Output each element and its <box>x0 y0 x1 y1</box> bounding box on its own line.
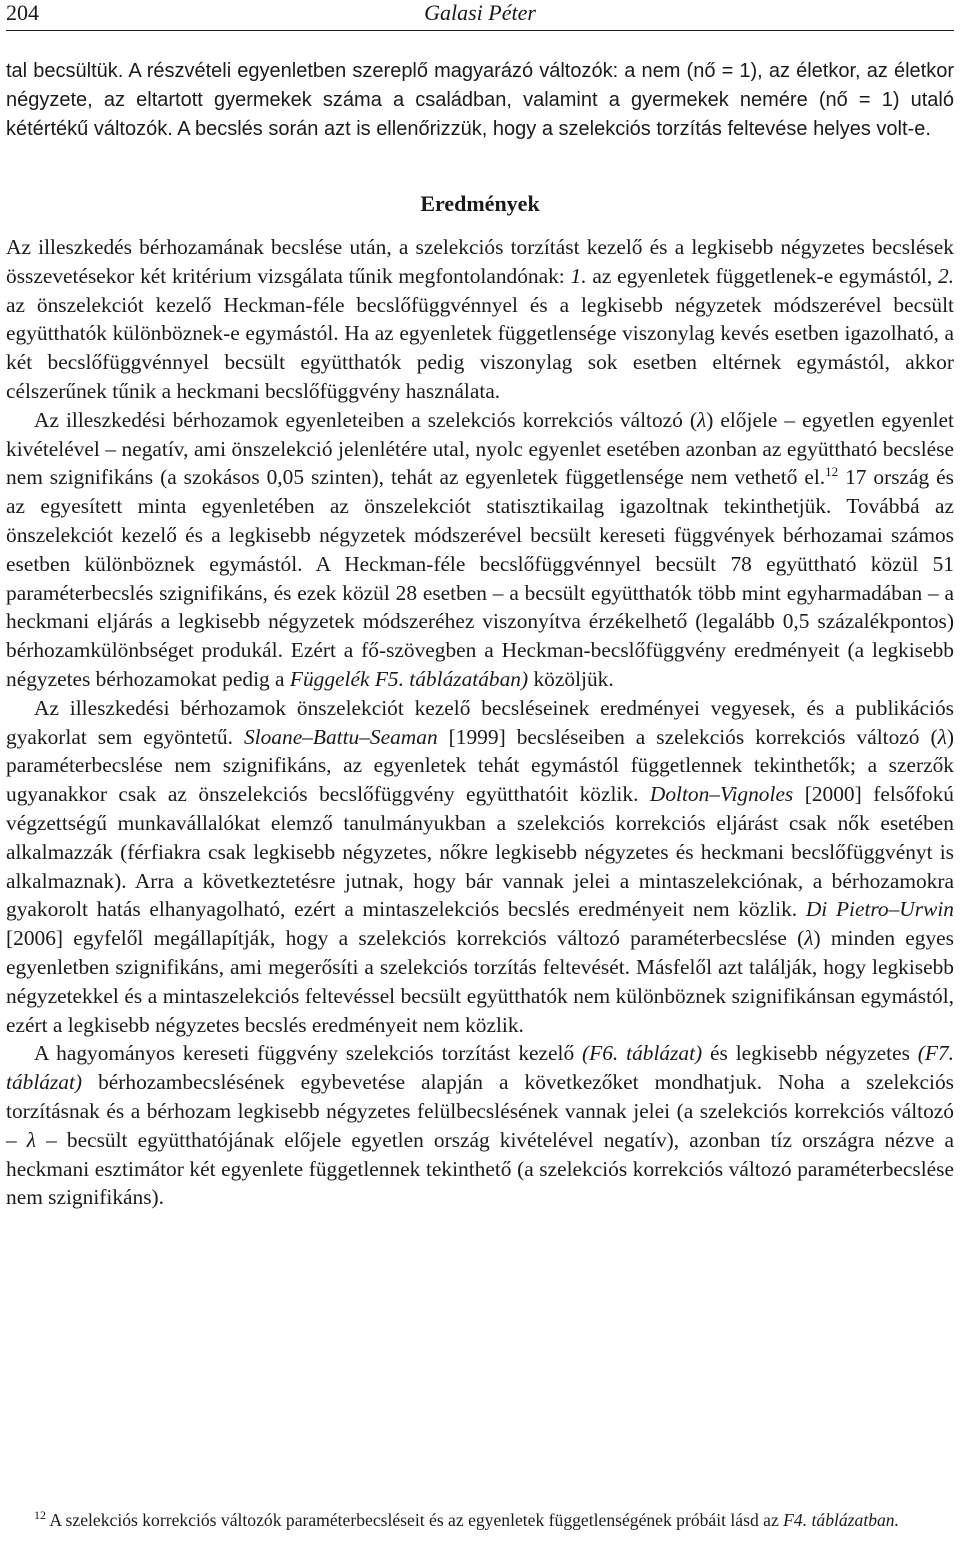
p2-text-d: közöljük. <box>528 666 614 691</box>
footnote-text: A szelekciós korrekciós változók paraméterbecsléseit és az egyenletek függetlenségének próbáit lásd az <box>46 1510 784 1530</box>
p3-text-f: ) minden egyes egyenletben szignifikáns, ami megerősíti a szelekciós torzítás feltevését. Másfelől azt találják, hogy legkisebb négyzetekkel és a mintaszelekciós feltevéssel becsült együtthatók nem különböznek szignifikánsan egymástól, ezért a legkisebb négyzetes becslés eredményeit nem közlik. <box>6 926 955 1037</box>
intro-paragraph <box>6 56 954 143</box>
intro-text-part1: tal becsültük. A részvételi egyenletben szereplő magyarázó változók: a nem (nő = 1), az életkor, az életkor négyzete, az eltartott gyermekek száma a családban, valamint a gyermekek nemére (nő = 1) utaló kétértékű változók. <box>6 60 954 140</box>
footnote-ref-12[interactable]: 12 <box>825 464 839 480</box>
p2-text-a: Az illeszkedési bérhozamok egyenleteiben a szelekciós korrekciós változó ( <box>34 407 697 432</box>
footnote-12 <box>6 1508 954 1532</box>
p3-text-c: ) paraméterbecslése nem szignifikáns, az egyenletek tehát egymástól függetlennek tekinthetők; a szerzők ugyanakkor csak az önszelekciós becslőfüggvény együtthatóit közlik. <box>6 724 954 807</box>
p1-enum-1: 1. <box>570 263 587 288</box>
section-heading: Eredmények <box>420 191 540 216</box>
p4-text-b: és legkisebb négyzetes <box>702 1041 918 1066</box>
paragraph-3 <box>6 694 954 1040</box>
paragraph-4 <box>6 1039 954 1212</box>
p3-lambda-2: λ <box>804 926 814 951</box>
p3-lambda-1: λ <box>937 724 947 749</box>
p4-text-c: bérhozambecslésének egybevetése alapján a következőket mondhatjuk. Noha a szelekciós torzításnak és a bérhozam legkisebb négyzetes felülbecslésének vannak jelei (a szelekciós korrekciós változó – <box>6 1070 954 1152</box>
p3-citation-1: Sloane–Battu–Seaman <box>243 724 438 749</box>
paragraph-1 <box>6 233 954 406</box>
p1-text-e: az önszelekciót kezelő Heckman-féle becslőfüggvénnyel és a legkisebb négyzetek módszerével becsült együtthatók különböznek-e egymástól. Ha az egyenletek függetlensége viszonylag kevés esetben igazolható, a két becslőfüggvénnyel becsült együtthatók pedig viszonylag sok esetben eltérnek egymástól, akkor célszerűnek tűnik a heckmani becslőfüggvény használata. <box>6 292 954 403</box>
running-head <box>6 0 954 31</box>
p1-text-c: az egyenletek függetlenek-e egymástól, <box>586 263 938 288</box>
p1-text-a: Az illeszkedés bérhozamának becslése után, a szelekciós torzítást kezelő és a legkisebb négyzetes becslések összevetésekor két kritérium vizsgálata tűnik megfontolandónak: <box>6 235 954 288</box>
p3-text-d: [2000] felsőfokú végzettségű munkavállalókat elemző tanulmányukban a szelekciós korrekciós eljárást csak nők esetében alkalmazzák (férfiakra csak legkisebb négyzetes, nőkre legkisebb négyzetes és heckmani becslőfüggvényt is alkalmaznak). Arra a következtetésre jutnak, hogy bár vannak jelei a mintaszelekciónak, a bérhozamokra gyakorolt hatás elhanyagolható, ezért a mintaszelekciós becslés eredményeit nem közlik. <box>6 782 954 922</box>
p4-lambda: λ <box>26 1127 37 1152</box>
page-number: 204 <box>6 0 39 25</box>
p3-text-b: [1999] becsléseiben a szelekciós korrekciós változó ( <box>437 724 938 749</box>
p2-text-b: ) előjele – egyetlen egyenlet kivételével – negatív, ami önszelekció jelenlétére utal, nyolc egyenlet esetében azonban az együttható becslése nem szignifikáns (a szokásos 0,05 szinten), tehát az egyenletek függetlensége nem vethető el. <box>6 407 954 490</box>
p4-table-ref-1: (F6. táblázat) <box>582 1041 703 1066</box>
p3-text-e: [2006] egyfelől megállapítják, hogy a szelekciós korrekciós változó paraméterbecslése ( <box>6 926 805 951</box>
p4-text-a: A hagyományos kereseti függvény szelekciós torzítást kezelő <box>34 1041 583 1066</box>
p4-text-d: – becsült együtthatójának előjele egyetlen ország kivételével negatív), azonban tíz országra nézve a heckmani esztimátor két egyenlete függetlennek tekinthető (a szelekciós korrekciós változó paraméterbecslése nem szignifikáns). <box>6 1127 954 1210</box>
footnote-table-ref: F4. táblázatban. <box>783 1510 900 1530</box>
paragraph-2 <box>6 406 954 694</box>
running-head-author: Galasi Péter <box>424 0 536 25</box>
p3-text-a: Az illeszkedési bérhozamok önszelekciót kezelő becsléseinek eredményei vegyesek, és a publikációs gyakorlat sem egyöntetű. <box>6 695 954 749</box>
p3-citation-3: Di Pietro–Urwin <box>805 897 954 922</box>
p1-enum-2: 2. <box>937 263 954 288</box>
p2-text-c: 17 ország és az egyesített minta egyenletében az önszelekciót statisztikailag igazoltnak tekinthetjük. Továbbá az önszelekciót kezelő és a legkisebb négyzetek módszerével becsült kereseti függvények bérhozamai számos esetben különböznek egymástól. A Heckman-féle becslőfüggvénnyel becsült 78 együttható közül 51 paraméterbecslés szignifikáns, és ezek közül 28 esetben – a becsült együtthatók több mint egyharmadában – a heckmani eljárás a legkisebb négyzetek módszeréhez viszonyítva érzékelhető (legalább 0,5 százalékpontos) bérhozamkülönbséget produkál. Ezért a fő-szövegben a Heckman-becslőfüggvény eredményeit (a legkisebb négyzetes bérhozamokat pedig a <box>6 465 954 691</box>
p3-citation-2: Dolton–Vignoles <box>649 782 794 807</box>
footnote-mark: 12 <box>34 1508 46 1523</box>
p2-table-ref: Függelék F5. táblázatában) <box>289 666 529 691</box>
p4-table-ref-2: (F7. táblázat) <box>6 1041 954 1095</box>
body-text <box>6 56 954 1212</box>
p2-lambda: λ <box>696 407 707 432</box>
intro-text-part2: A becslés során azt is ellenőrizzük, hogy a szelekciós torzítás feltevése helyes volt-e. <box>177 118 931 140</box>
